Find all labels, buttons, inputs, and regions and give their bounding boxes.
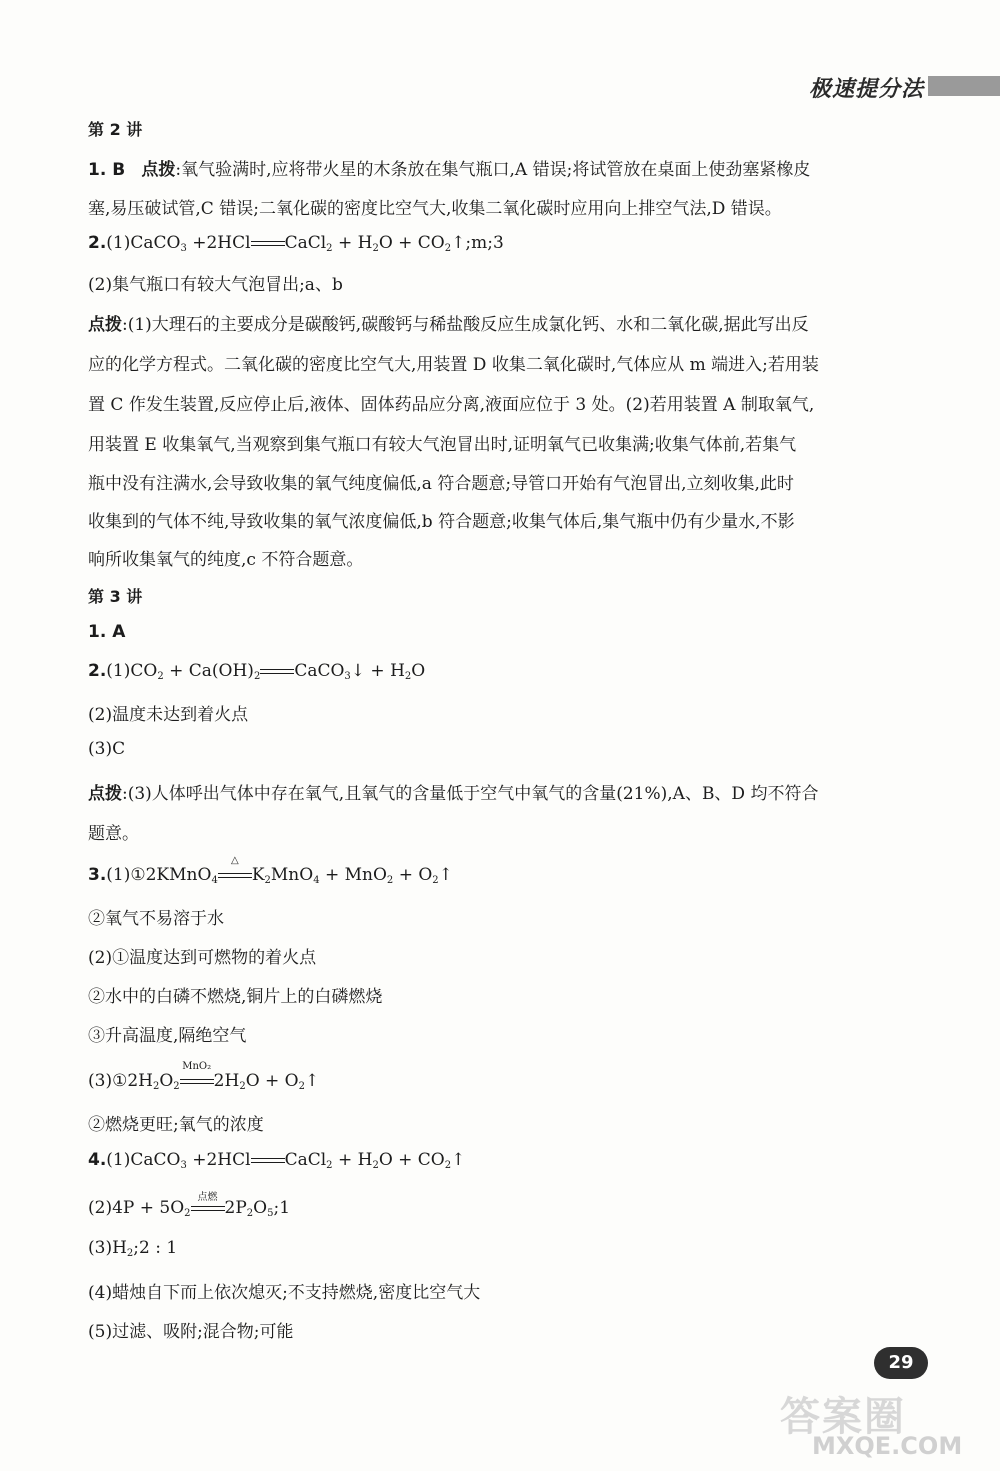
s3-q3-equation: 3.(1)①2KMnO$_4$ △ $K_2MnO_4 + MnO_2$ + $O_2↑$ xyxy=(88,854,453,886)
s3-q2-explain-1 xyxy=(88,779,818,804)
s3-q3-number: 3. xyxy=(88,865,107,885)
s3-q2-equation: $2.(1)CO_2 + Ca(OH)_2$ CaCO$_3$↓ + $H_2O$ xyxy=(88,661,426,682)
ignite-condition: 点燃 xyxy=(197,1191,218,1203)
s3-q4-part4: (4)蜡烛自下而上依次熄灭;不支持燃烧,密度比空气大 xyxy=(88,1283,481,1303)
s3-q2-number: 2. xyxy=(88,661,107,681)
s2-q1-text-a: :氧气验满时,应将带火星的木条放在集气瓶口,A 错误;将试管放在桌面上使劲塞紧橡皮 xyxy=(175,160,811,180)
watermark-logo: 答案圈 xyxy=(780,1394,906,1440)
s2-q2-explain-1-text: :(1)大理石的主要成分是碳酸钙,碳酸钙与稀盐酸反应生成氯化钙、水和二氧化碳,据此写出反 xyxy=(122,315,809,335)
s2-q1-label: 点拨 xyxy=(141,160,176,180)
s3-q4-equation-1: 4.(1)CaCO$_3$ +2HCl CaCl$_2$ + $H_2O$ + $CO_2↑$ xyxy=(88,1150,466,1171)
s3-q4-part5: (5)过滤、吸附;混合物;可能 xyxy=(88,1322,294,1342)
s3-q2-explain-1-text: :(3)人体呼出气体中存在氧气,且氧气的含量低于空气中氧气的含量(21%),A、B、D 均不符合 xyxy=(122,784,819,804)
s2-q2-explain-1 xyxy=(88,310,809,335)
s3-q4-number: 4. xyxy=(88,1150,107,1170)
equals-sign xyxy=(191,1191,225,1216)
equals-sign xyxy=(251,1154,285,1168)
s2-q1-line2: 塞,易压破试管,C 错误;二氧化碳的密度比空气大,收集二氧化碳时应用向上排空气法,D 错误。 xyxy=(88,199,782,219)
s3-q3-c1: $(3)①2H_2O_2$ MnO₂ $2H_2O$ + $O_2↑$ xyxy=(88,1060,320,1092)
equals-sign xyxy=(260,665,294,679)
s3-q2-explain-2: 题意。 xyxy=(88,824,139,844)
s3-q2-part3: (3)C xyxy=(88,739,126,759)
s3-q3-b3: ③升高温度,隔绝空气 xyxy=(88,1026,247,1046)
s3-q3-c2: ②燃烧更旺;氧气的浓度 xyxy=(88,1115,264,1135)
watermark-url: MXQE.COM xyxy=(812,1432,963,1460)
s2-q2-label: 点拨 xyxy=(88,315,122,335)
catalyst-condition: MnO₂ xyxy=(182,1060,212,1072)
page-number: 29 xyxy=(874,1347,928,1379)
s2-q2-explain-4: 用装置 E 收集氧气,当观察到集气瓶口有较大气泡冒出时,证明氧气已收集满;收集气体前,若集气 xyxy=(88,435,797,455)
equals-sign xyxy=(180,1060,214,1089)
s2-q2-explain-7: 响所收集氧气的纯度,c 不符合题意。 xyxy=(88,550,364,570)
s3-q4-part3: $(3)H_2;2$ : 1 xyxy=(88,1238,178,1259)
s2-q1-number: 1. B xyxy=(88,160,126,180)
s2-q2-equation: 2.(1)CaCO$_3$ +2HCl CaCl$_2$ + $H_2O$ + $CO_2↑;m;3$ xyxy=(88,233,504,254)
equals-sign xyxy=(251,237,285,251)
s2-q2-explain-2: 应的化学方程式。二氧化碳的密度比空气大,用装置 D 收集二氧化碳时,气体应从 m 端进入;若用装 xyxy=(88,355,819,375)
s3-q2-part2: (2)温度未达到着火点 xyxy=(88,705,249,725)
s3-q3-b2: ②水中的白磷不燃烧,铜片上的白磷燃烧 xyxy=(88,987,383,1007)
s2-q2-explain-6: 收集到的气体不纯,导致收集的氧气浓度偏低,b 符合题意;收集气体后,集气瓶中仍有少量水,不影 xyxy=(88,512,795,532)
heat-condition: △ xyxy=(230,854,239,866)
s3-q3-a2: ②氧气不易溶于水 xyxy=(88,909,224,929)
s3-q1: 1. A xyxy=(88,622,126,642)
header-bar xyxy=(928,76,1000,96)
section-title-2: 第 2 讲 xyxy=(88,120,143,139)
s3-q2-label: 点拨 xyxy=(88,784,122,804)
s3-q3-b1: (2)①温度达到可燃物的着火点 xyxy=(88,948,317,968)
s2-q2-part2: (2)集气瓶口有较大气泡冒出;a、b xyxy=(88,275,343,295)
s3-q4-equation-2: $(2)4P + 5O_2$ 点燃 $2P_2O_5;1$ xyxy=(88,1198,290,1219)
section-title-3: 第 3 讲 xyxy=(88,587,143,606)
header-brand: 极速提分法 xyxy=(808,77,924,102)
equals-sign xyxy=(218,854,252,883)
s2-q1-line1 xyxy=(88,155,810,180)
s2-q2-explain-3: 置 C 作发生装置,反应停止后,液体、固体药品应分离,液面应位于 3 处。(2)若用装置 A 制取氧气, xyxy=(88,395,815,415)
s2-q2-number: 2. xyxy=(88,233,107,253)
s2-q2-explain-5: 瓶中没有注满水,会导致收集的氧气纯度偏低,a 符合题意;导管口开始有气泡冒出,立刻收集,此时 xyxy=(88,474,794,494)
